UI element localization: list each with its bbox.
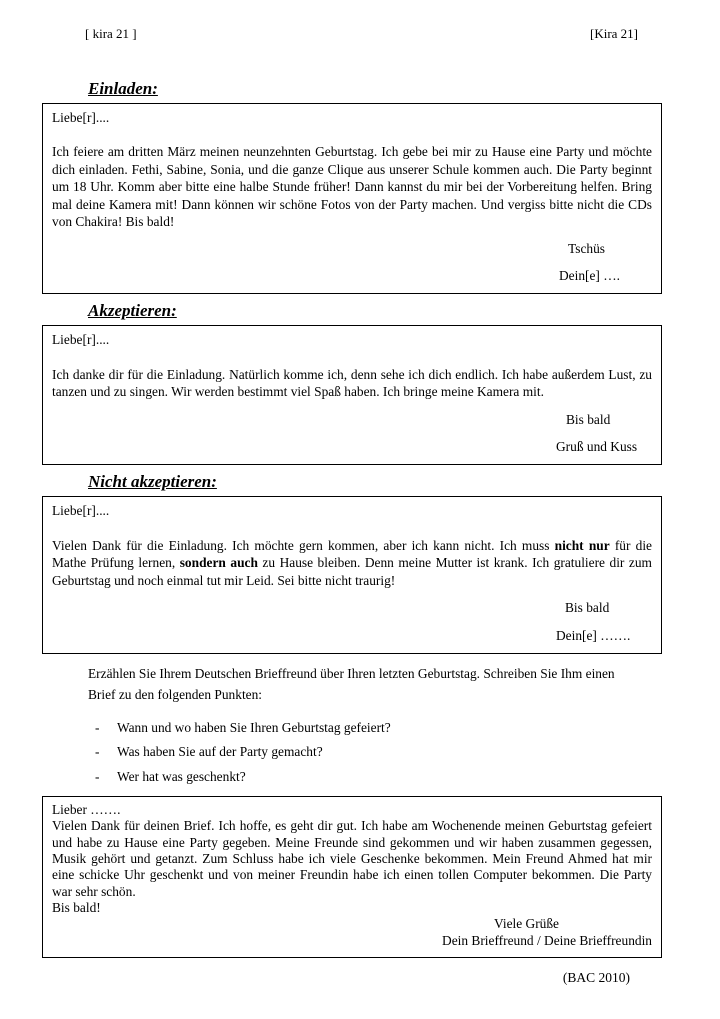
letter-body [52,537,652,589]
task-point-text: Wann und wo haben Sie Ihren Geburtstag gefeiert? [117,719,391,735]
body-text-segment: zu Hause bleiben. Denn meine Mutter ist krank. Ich gratuliere dir zum Geburtstag und noch einmal tut mir Leid. Sei bitte nicht traurig! [52,555,652,588]
bullet-dash: - [95,744,100,760]
list-item [95,718,662,739]
letter-body: Ich feiere am dritten März meinen neunzehnten Geburtstag. Ich gebe bei mir zu Hause eine Party und möchte dich einladen. Fethi, Sabine, Sonia, und die ganze Clique aus unserer Schule kommen auch. Die Party beginnt um 18 Uhr. Komm aber bitte eine halbe Stunde früher! Dann kannst du mir bei der Vorbereitung helfen. Bring mal deine Kamera mit! Dann können wir schöne Fotos von der Party machen. Und vergiss bitte nicht die CDs von Chakira! Bis bald! [52,144,652,230]
page-header [0,0,720,42]
section-heading-nicht-akzeptieren: Nicht akzeptieren: [88,472,217,492]
bullet-dash: - [95,769,100,785]
salutation: Lieber ……. [52,801,121,817]
body-bold-segment: nicht nur [554,537,610,553]
letter-body: Ich danke dir für die Einladung. Natürlich komme ich, denn sehe ich dich endlich. Ich habe außerdem Lust, zu tanzen und zu singen. Wir werden bestimmt viel Spaß haben. Ich bringe meine Kamera mit. [52,366,652,400]
closing-line-1: Tschüs [568,240,606,256]
task-point-text: Wer hat was geschenkt? [117,769,246,785]
task-instructions [88,664,662,788]
closing-line-2: Dein[e] ……. [556,627,631,643]
source-reference: (BAC 2010) [562,969,630,985]
list-item [95,742,662,763]
bullet-dash: - [95,719,100,735]
section-heading-akzeptieren: Akzeptieren: [88,301,177,321]
body-bold-segment: sondern auch [179,555,258,571]
model-letter-box [42,796,662,958]
closing-line-1: Bis bald [565,600,610,616]
salutation: Liebe[r].... [52,503,110,519]
letter-box-nicht-akzeptieren [42,496,662,654]
worksheet-content [42,79,662,958]
section-heading-einladen: Einladen: [88,79,158,98]
closing-line-1: Bis bald [566,411,611,427]
letter-box-akzeptieren [42,325,662,465]
header-left-label: [ kira 21 ] [85,26,137,41]
closing-line-2: Dein[e] …. [559,267,620,283]
closing-line-2: Gruß und Kuss [556,439,638,455]
task-intro: Erzählen Sie Ihrem Deutschen Brieffreund über Ihren letzten Geburtstag. Schreiben Sie Ihm einen Brief zu den folgenden Punkten: [88,666,615,702]
letter-box-einladen [42,103,662,294]
letter-body: Vielen Dank für deinen Brief. Ich hoffe, es geht dir gut. Ich habe am Wochenende meinen Geburtstag gefeiert und habe zu Hause eine Party gegeben. Meine Freunde sind gekommen und wir haben zusammen gegessen, Musik gehört und getanzt. Zum Schluss habe ich viele Geschenke bekommen. Mein Freund Ahmed hat mir eine schicke Uhr geschenkt und von meiner Freundin habe ich einen tollen Computer bekommen. Die Party war sehr schön. [52,818,652,899]
task-point-text: Was haben Sie auf der Party gemacht? [117,744,323,760]
closing-line-2: Dein Brieffreund / Deine Brieffreundin [442,932,652,948]
task-points [88,718,662,788]
closing-line-1: Viele Grüße [494,916,560,932]
salutation: Liebe[r].... [52,110,110,125]
body-text-segment: für die Mathe Prüfung lernen, [52,537,653,571]
header-right-label: [Kira 21] [589,26,638,41]
pre-closing-line: Bis bald! [52,899,101,915]
body-text-segment: Vielen Dank für die Einladung. Ich möchte gern kommen, aber ich kann nicht. Ich muss [52,537,555,553]
salutation: Liebe[r].... [52,332,110,348]
list-item [95,767,662,788]
